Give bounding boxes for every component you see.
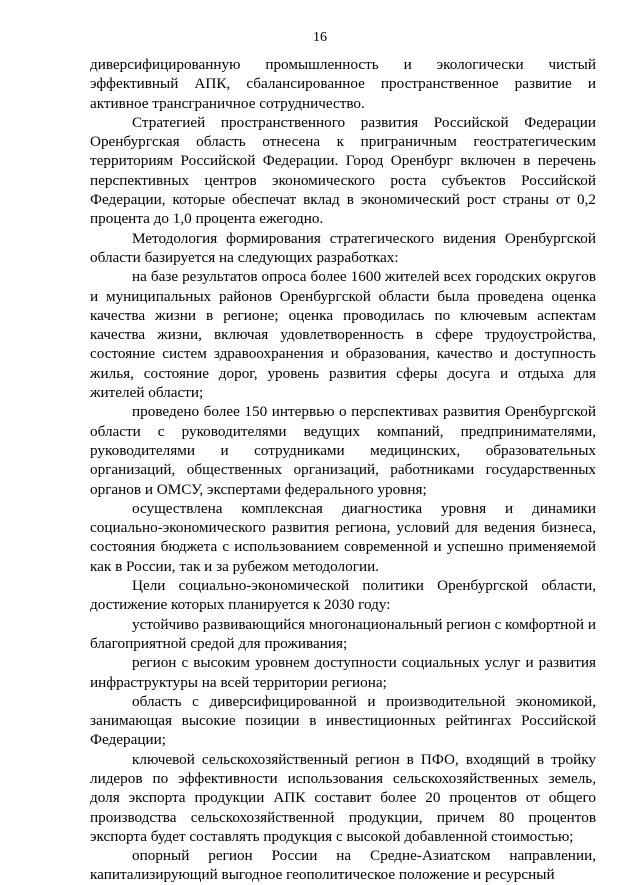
- paragraph-goal-central-asia: опорный регион России на Средне-Азиатском направлении, капитализирующий выгодное геополитическое положение и ресурсный: [90, 847, 596, 884]
- paragraph-interviews: проведено более 150 интервью о перспективах развития Оренбургской области с руководителями ведущих компаний, предпринимателями, руководителями и сотрудниками медицинских, образовательных организаций, общественных организаций, работниками государственных органов и ОМСУ, экспертами федерального уровня;: [90, 403, 596, 498]
- paragraph-methodology-intro: Методология формирования стратегического видения Оренбургской области базируется на следующих разработках:: [90, 229, 596, 266]
- paragraph-diagnostics: осуществлена комплексная диагностика уровня и динамики социально-экономического развития региона, условий для ведения бизнеса, состояния бюджета с использованием современной и успешно применяемой как в России, так и за рубежом методологии.: [90, 499, 596, 575]
- paragraph-spatial-strategy: Стратегией пространственного развития Российской Федерации Оренбургская область отнесена к приграничным геостратегическим территориям Российской Федерации. Город Оренбург включен в перечень перспективных центров экономического роста субъектов Российской Федерации, которые обеспечат вклад в экономический рост страны от 0,2 процента до 1,0 процента ежегодно.: [90, 113, 596, 228]
- page-number: 16: [313, 30, 327, 45]
- paragraph-goal-social-services: регион с высоким уровнем доступности социальных услуг и развития инфраструктуры на всей территории региона;: [90, 654, 596, 691]
- document-body: [90, 55, 596, 885]
- paragraph-continuation: диверсифицированную промышленность и экологически чистый эффективный АПК, сбалансированное пространственное развитие и активное трансграничное сотрудничество.: [90, 56, 596, 112]
- paragraph-goal-agriculture: ключевой сельскохозяйственный регион в ПФО, входящий в тройку лидеров по эффективности использования сельскохозяйственных земель, доля экспорта продукции АПК составит более 20 процентов от общего производства сельскохозяйственной продукции, причем 80 процентов экспорта будет составлять продукция с высокой добавленной стоимостью;: [90, 750, 596, 845]
- paragraph-survey: на базе результатов опроса более 1600 жителей всех городских округов и муниципальных районов Оренбургской области была проведена оценка качества жизни в регионе; оценка проводилась по ключевым аспектам качества жизни, включая удовлетворенность в сфере трудоустройства, состояние систем здравоохранения и образования, качество и доступность жилья, состояние дорог, уровень развития сферы досуга и отдыха для жителей области;: [90, 268, 596, 402]
- paragraph-goals-intro: Цели социально-экономической политики Оренбургской области, достижение которых планируется к 2030 году:: [90, 577, 596, 614]
- paragraph-goal-economy: область с диверсифицированной и производительной экономикой, занимающая высокие позиции в инвестиционных рейтингах Российской Федерации;: [90, 692, 596, 749]
- paragraph-goal-multinational: устойчиво развивающийся многонациональный регион с комфортной и благоприятной средой для проживания;: [90, 615, 596, 652]
